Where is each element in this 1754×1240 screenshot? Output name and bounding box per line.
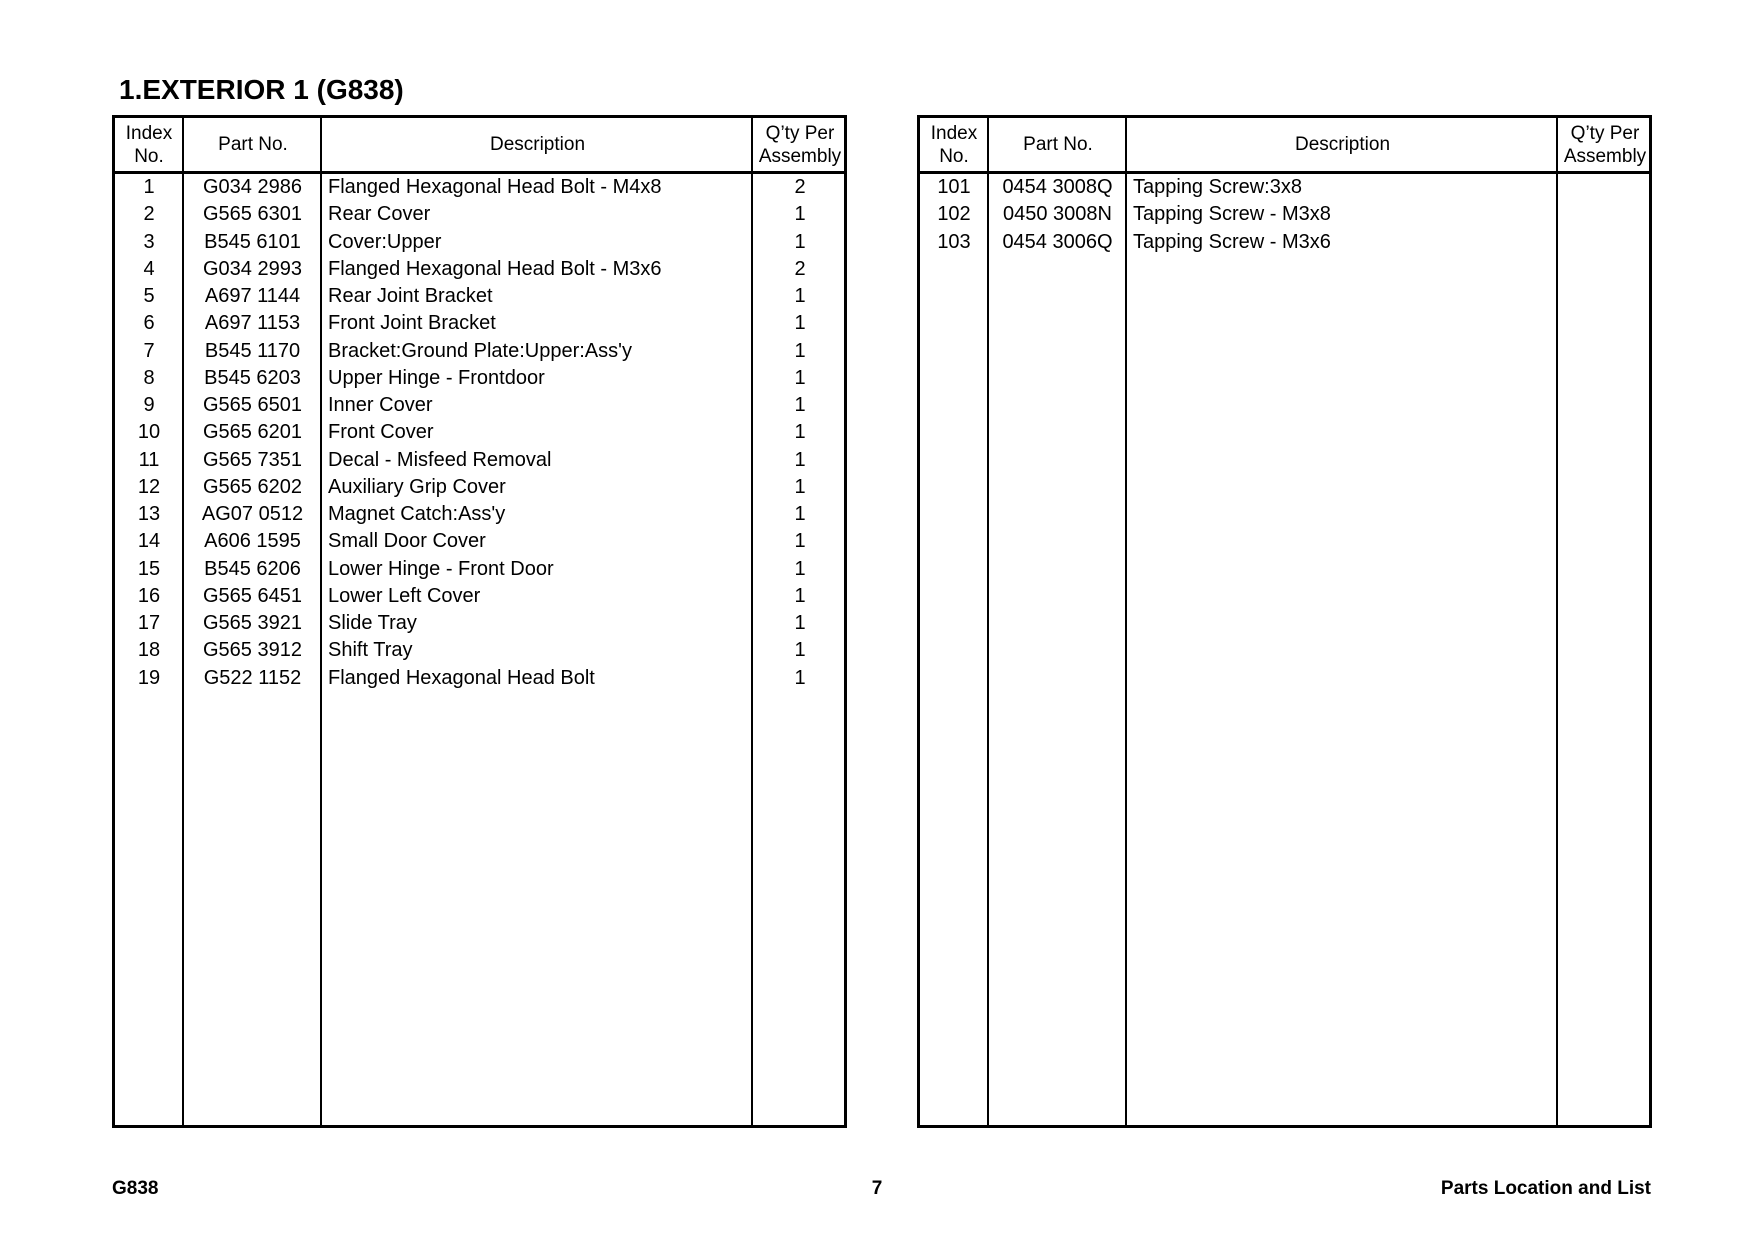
table-row xyxy=(115,447,844,474)
row-index: 15 xyxy=(137,557,161,580)
header-qty: Q’ty Per Assembly xyxy=(758,122,842,167)
table-row xyxy=(115,283,844,310)
footer-model: G838 xyxy=(112,1178,159,1199)
header-part-no: Part No. xyxy=(218,134,288,155)
row-description: Rear Cover xyxy=(328,203,431,226)
table-row xyxy=(115,637,844,664)
table-row xyxy=(115,501,844,528)
row-index: 17 xyxy=(137,612,161,634)
table-row xyxy=(115,419,844,446)
footer-page-number: 7 xyxy=(871,1178,883,1199)
row-description: Magnet Catch:Ass'y xyxy=(328,503,506,525)
rows-right xyxy=(920,174,1649,256)
row-description: Rear Joint Bracket xyxy=(328,285,493,307)
header-part-no: Part No. xyxy=(1023,134,1093,155)
table-row xyxy=(115,256,844,283)
row-description: Auxiliary Grip Cover xyxy=(328,475,506,498)
row-part-no: B545 6206 xyxy=(204,557,301,580)
row-part-no: G522 1152 xyxy=(203,666,302,689)
row-description: Flanged Hexagonal Head Bolt - M3x6 xyxy=(328,257,662,280)
table-row xyxy=(115,474,844,501)
footer-section: Parts Location and List xyxy=(1440,1178,1651,1199)
row-description: Shift Tray xyxy=(328,639,413,662)
row-part-no: 0454 3008Q xyxy=(1002,176,1113,198)
parts-table-right xyxy=(917,115,1652,1128)
row-description: Flanged Hexagonal Head Bolt - M4x8 xyxy=(328,176,662,198)
row-description: Tapping Screw - M3x8 xyxy=(1133,203,1331,226)
header-index: Index No. xyxy=(930,122,978,167)
row-description: Small Door Cover xyxy=(328,530,486,553)
row-qty: 1 xyxy=(794,394,806,416)
row-qty: 1 xyxy=(794,230,806,253)
row-description: Cover:Upper xyxy=(328,230,442,253)
table-row xyxy=(115,665,844,692)
row-qty: 1 xyxy=(794,366,806,389)
row-part-no: A697 1144 xyxy=(204,285,301,307)
row-qty: 1 xyxy=(794,557,806,580)
table-row xyxy=(115,310,844,337)
row-qty: 2 xyxy=(794,176,806,198)
row-index: 101 xyxy=(937,176,971,198)
row-index: 18 xyxy=(137,639,161,662)
row-index: 6 xyxy=(143,312,155,335)
row-description: Front Joint Bracket xyxy=(328,312,496,335)
row-index: 4 xyxy=(143,257,155,280)
table-row xyxy=(115,229,844,256)
row-index: 11 xyxy=(138,448,160,471)
table-row xyxy=(115,583,844,610)
row-description: Lower Hinge - Front Door xyxy=(328,557,554,580)
row-part-no: B545 6101 xyxy=(204,230,301,253)
row-qty: 1 xyxy=(794,285,806,307)
row-qty: 1 xyxy=(794,421,806,444)
row-index: 13 xyxy=(137,503,161,525)
row-description: Front Cover xyxy=(328,421,434,444)
page-title: 1.EXTERIOR 1 (G838) xyxy=(119,74,404,105)
column-rule xyxy=(920,118,989,1125)
row-index: 16 xyxy=(137,584,161,607)
row-index: 5 xyxy=(143,285,155,307)
row-description: Upper Hinge - Frontdoor xyxy=(328,366,545,389)
table-row xyxy=(920,174,1649,201)
header-qty: Q’ty Per Assembly xyxy=(1563,122,1647,167)
table-row xyxy=(115,338,844,365)
row-description: Lower Left Cover xyxy=(328,584,481,607)
row-index: 8 xyxy=(143,366,155,389)
row-part-no: G565 7351 xyxy=(203,448,302,471)
row-index: 7 xyxy=(143,339,155,362)
row-part-no: 0450 3008N xyxy=(1003,203,1112,226)
row-index: 3 xyxy=(143,230,155,253)
header-description: Description xyxy=(489,134,586,155)
row-qty: 1 xyxy=(794,666,806,689)
row-qty: 1 xyxy=(794,584,806,607)
table-row xyxy=(115,365,844,392)
row-index: 2 xyxy=(143,203,155,226)
row-qty: 1 xyxy=(794,475,806,498)
table-row xyxy=(115,528,844,555)
row-part-no: 0454 3006Q xyxy=(1002,230,1113,253)
row-qty: 2 xyxy=(794,257,806,280)
row-description: Decal - Misfeed Removal xyxy=(328,448,552,471)
row-part-no: B545 1170 xyxy=(204,339,301,362)
header-index: Index No. xyxy=(125,122,173,167)
row-part-no: B545 6203 xyxy=(204,366,301,389)
table-row xyxy=(115,201,844,228)
row-description: Flanged Hexagonal Head Bolt xyxy=(328,666,595,689)
table-row xyxy=(115,174,844,201)
row-index: 12 xyxy=(137,475,161,498)
row-description: Inner Cover xyxy=(328,394,433,416)
row-description: Tapping Screw:3x8 xyxy=(1133,176,1302,198)
row-part-no: G565 3921 xyxy=(203,612,302,634)
row-qty: 1 xyxy=(794,612,806,634)
row-qty: 1 xyxy=(794,448,806,471)
row-part-no: G565 6202 xyxy=(203,475,302,498)
row-part-no: G034 2993 xyxy=(203,257,302,280)
row-qty: 1 xyxy=(794,530,806,553)
row-qty: 1 xyxy=(794,339,806,362)
row-index: 19 xyxy=(137,666,161,689)
row-part-no: G565 6301 xyxy=(203,203,302,226)
header-description: Description xyxy=(1294,134,1391,155)
table-row xyxy=(115,556,844,583)
table-row xyxy=(115,610,844,637)
column-rule xyxy=(989,118,1127,1125)
row-part-no: G565 6201 xyxy=(203,421,302,444)
row-part-no: G565 6451 xyxy=(203,584,302,607)
row-part-no: G565 6501 xyxy=(203,394,302,416)
rows-left xyxy=(115,174,844,692)
row-part-no: G034 2986 xyxy=(203,176,302,198)
row-qty: 1 xyxy=(794,203,806,226)
row-description: Tapping Screw - M3x6 xyxy=(1133,230,1331,253)
row-description: Slide Tray xyxy=(328,612,417,634)
column-rule xyxy=(1127,118,1558,1125)
row-part-no: AG07 0512 xyxy=(201,503,304,525)
row-qty: 1 xyxy=(794,639,806,662)
row-index: 9 xyxy=(143,394,155,416)
table-row xyxy=(920,201,1649,228)
row-qty: 1 xyxy=(794,503,806,525)
row-index: 103 xyxy=(937,230,971,253)
row-index: 1 xyxy=(143,176,155,198)
row-part-no: A697 1153 xyxy=(204,312,301,335)
parts-table-left xyxy=(112,115,847,1128)
row-part-no: G565 3912 xyxy=(203,639,302,662)
row-index: 10 xyxy=(137,421,161,444)
row-part-no: A606 1595 xyxy=(204,530,301,553)
row-qty: 1 xyxy=(794,312,806,335)
row-description: Bracket:Ground Plate:Upper:Ass'y xyxy=(328,339,632,362)
table-row xyxy=(920,229,1649,256)
row-index: 102 xyxy=(937,203,971,226)
table-row xyxy=(115,392,844,419)
row-index: 14 xyxy=(137,530,161,553)
